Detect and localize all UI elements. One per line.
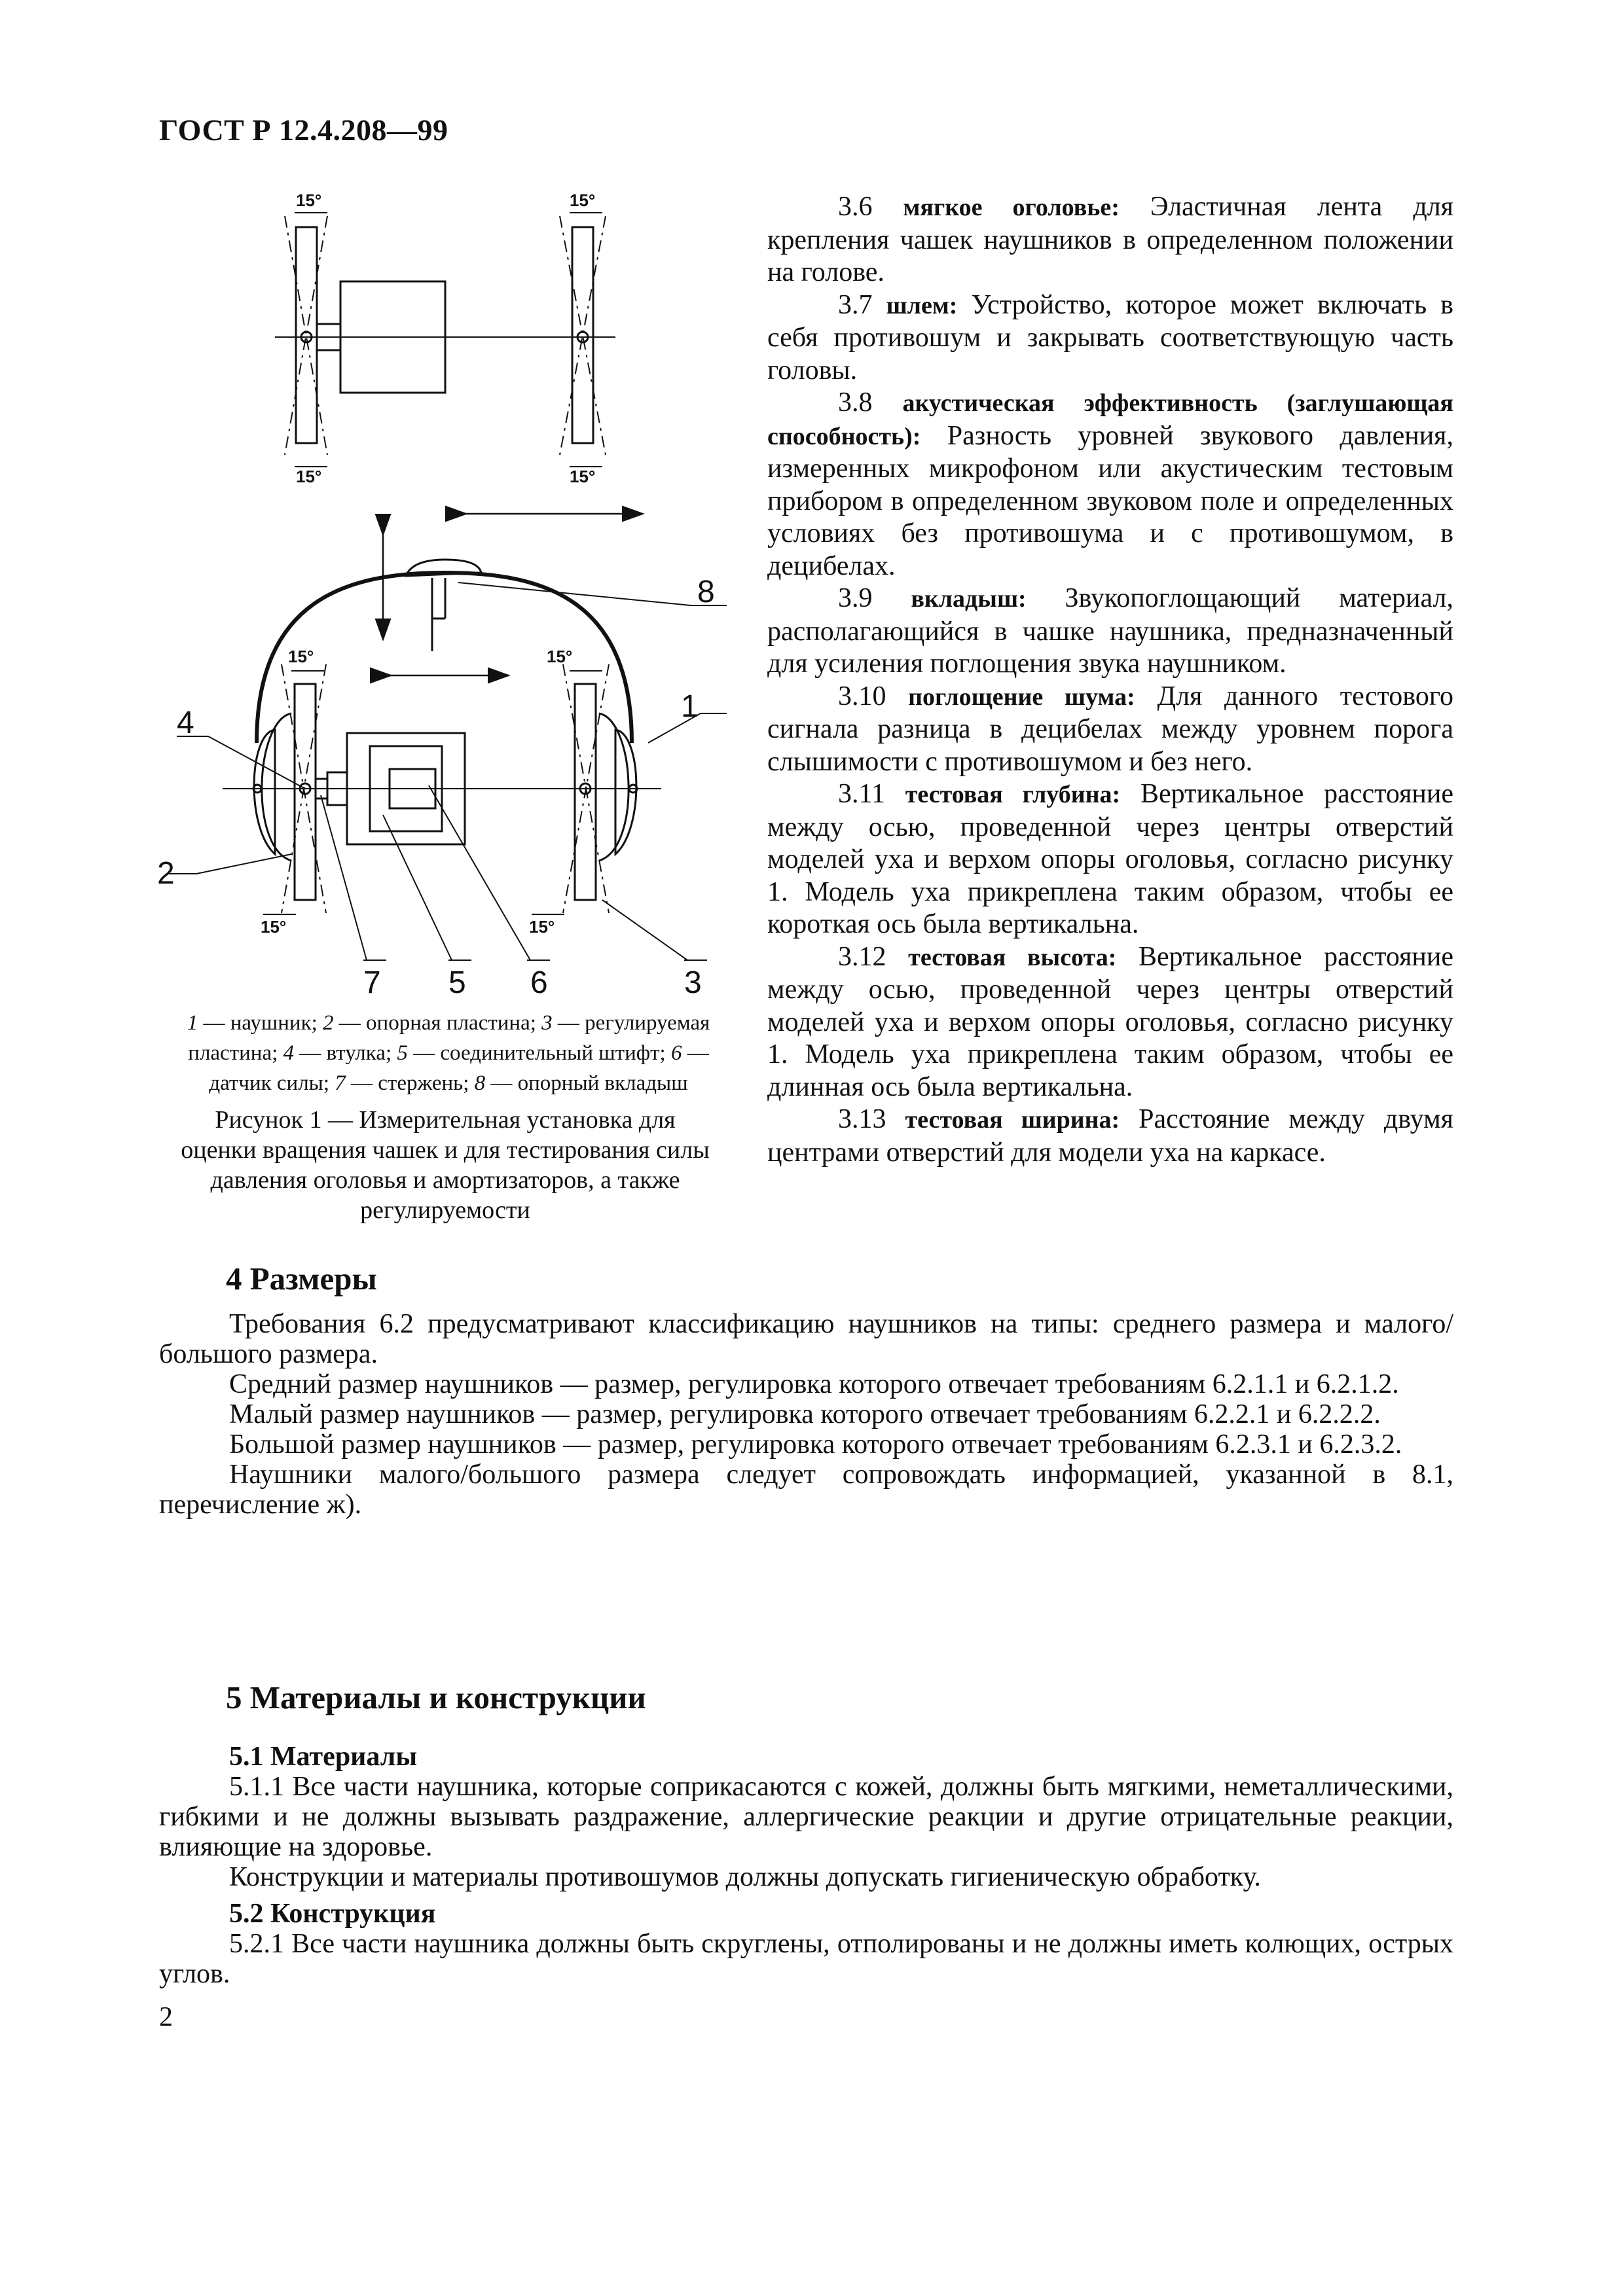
callout-6: 6 — [530, 965, 548, 1000]
definition-3-10: 3.10 поглощение шума: Для данного тестового сигнала разница в децибелах между уровнем порога слышимости с противошумом и без него. — [767, 681, 1453, 777]
callout-5: 5 — [448, 965, 466, 1000]
paragraph: Большой размер наушников — размер, регулировка которого отвечает требованиям 6.2.3.1 и 6.2.3.2. — [229, 1429, 1402, 1460]
definition-3-8: 3.8 акустическая эффективность (заглушающая способность): Разность уровней звукового давления, измеренных микрофоном или акустическим тестовым прибором в определенном звуковом поле и определенных условиях без противошума и с противошумом, в децибелах. — [767, 387, 1453, 581]
angle-label: 15° — [570, 190, 596, 210]
paragraph: 5.1.1 Все части наушника, которые соприкасаются с кожей, должны быть мягкими, неметаллическими, гибкими и не должны вызывать раздражение, аллергические реакции и другие отрицательные реакции, влияющие на здоровье. — [159, 1772, 1453, 1862]
angle-label: 15° — [261, 917, 287, 937]
angle-label: 15° — [570, 467, 596, 486]
angle-label: 15° — [547, 647, 573, 666]
definition-3-9: 3.9 вкладыш: Звукопоглощающий материал, располагающийся в чашке наушника, предназначенный для усиления поглощения звука наушником. — [767, 583, 1453, 679]
support-plate-left — [295, 684, 316, 900]
section-4-body — [159, 1309, 1453, 1520]
page-number: 2 — [159, 2002, 173, 2032]
figure-legend: 1 — наушник; 2 — опорная пластина; 3 — регулируемая пластина; 4 — втулка; 5 — соединительный штифт; 6 — датчик силы; 7 — стержень; 8 — опорный вкладыш — [187, 1011, 710, 1095]
definition-3-6: 3.6 мягкое оголовье: Эластичная лента для крепления чашек наушников в определенном положении на голове. — [767, 192, 1454, 287]
section-4-title: 4 Размеры — [226, 1261, 377, 1297]
plate-right-top — [572, 227, 593, 443]
definition-3-11: 3.11 тестовая глубина: Вертикальное расстояние между осью, проведенной через центры отверстий моделей уха и верхом опоры оголовья, согласно рисунку 1. Модель уха прикреплена таким образом, чтобы ее короткая ось была вертикальна. — [767, 779, 1453, 939]
definitions-column — [767, 191, 1453, 1169]
callout-2: 2 — [157, 856, 175, 891]
paragraph: Конструкции и материалы противошумов должны допускать гигиеническую обработку. — [229, 1862, 1261, 1892]
callout-7: 7 — [363, 965, 381, 1000]
figure-1 — [151, 167, 753, 1011]
section-5-title: 5 Материалы и конструкции — [226, 1679, 646, 1715]
angle-label: 15° — [529, 917, 555, 937]
callout-4: 4 — [177, 706, 194, 740]
paragraph: Требования 6.2 предусматривают классификацию наушников на типы: среднего размера и малого/большого размера. — [159, 1309, 1453, 1369]
document-header: ГОСТ Р 12.4.208—99 — [159, 113, 448, 147]
definition-3-7: 3.7 шлем: Устройство, которое может включать в себя противошум и закрывать соответствующую часть головы. — [767, 289, 1454, 386]
subsection-5-1-title: 5.1 Материалы — [229, 1742, 418, 1772]
plate-left-top — [296, 227, 317, 443]
paragraph: Малый размер наушников — размер, регулировка которого отвечает требованиям 6.2.2.1 и 6.2.2.2. — [229, 1399, 1381, 1429]
paragraph: 5.2.1 Все части наушника должны быть скруглены, отполированы и не должны иметь колющих, острых углов. — [159, 1929, 1453, 1989]
callout-3: 3 — [684, 965, 702, 1000]
figure-caption: Рисунок 1 — Измерительная установка для оценки вращения чашек и для тестирования силы давления оголовья и амортизаторов, а также регулируемости — [181, 1106, 710, 1224]
subsection-5-1-body — [159, 1772, 1453, 1892]
definition-3-13: 3.13 тестовая ширина: Расстояние между двумя центрами отверстий для модели уха на каркасе. — [767, 1104, 1453, 1168]
definition-3-12: 3.12 тестовая высота: Вертикальное расстояние между осью, проведенной через центры отверстий моделей уха и верхом опоры оголовья, согласно рисунку 1. Модель уха прикреплена таким образом, чтобы ее длинная ось была вертикальна. — [767, 941, 1453, 1102]
callout-8: 8 — [697, 575, 715, 609]
angle-label: 15° — [296, 467, 322, 486]
subsection-5-2-body — [159, 1929, 1453, 1989]
paragraph: Наушники малого/большого размера следует сопровождать информацией, указанной в 8.1, перечисление ж). — [159, 1460, 1453, 1520]
callout-1: 1 — [681, 689, 699, 724]
angle-label: 15° — [288, 647, 314, 666]
angle-label: 15° — [296, 190, 322, 210]
subsection-5-2-title: 5.2 Конструкция — [229, 1899, 436, 1929]
measurement-setup-drawing — [151, 167, 753, 1011]
paragraph: Средний размер наушников — размер, регулировка которого отвечает требованиям 6.2.1.1 и 6.2.1.2. — [229, 1369, 1399, 1399]
